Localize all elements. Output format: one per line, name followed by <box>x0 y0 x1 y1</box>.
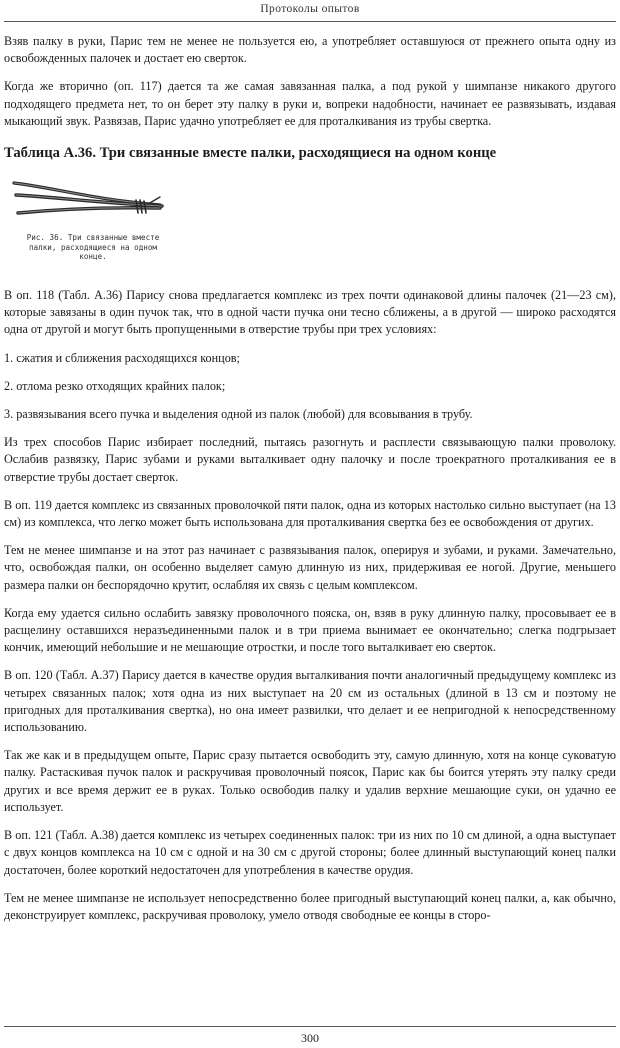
footer-rule <box>4 1026 616 1027</box>
list-item-2: 2. отлома резко отходящих крайних палок; <box>4 378 226 393</box>
paragraph-7: Когда ему удается сильно ослабить завязку проволочного пояска, он, взяв в руку длинную палку, просовывает ее в расщелину оставшихся неразъединенными палок и в три приема вынимает ее окончательно; слегка подгрызает кончик, имеющий небольшие и не мешающие отростки, и после того выталкивает ею сверток. <box>4 605 616 655</box>
running-header: Протоколы опытов <box>260 3 360 15</box>
paragraph-6: Тем не менее шимпанзе и на этот раз начинает с развязывания палок, оперируя и зубами, и руками. Замечательно, что, освобождая палки, он особенно выделяет самую длинную из них, придерживая ее ногой. Другие, меньшего размера палки он беспорядочно крутит, ослабляя их связь с целым комплексом. <box>4 543 616 592</box>
paragraph-1: Взяв палку в руки, Парис тем не менее не пользуется ею, а употребляет оставшуюся от прежнего опыта одну из освобожденных палочек и достает ею сверток. <box>4 34 616 66</box>
paragraph-8: В оп. 120 (Табл. А.37) Парису дается в качестве орудия выталкивания почти аналогичный предыдущему комплекс из четырех связанных палок; хотя одна из них выступает на 20 см из остальных (длиной в 13 см и поэтому не пригодных для проталкивания свертка), но она имеет развилки, что делает и ее непригодной к непосредственному использованию. <box>4 668 616 735</box>
page-number: 300 <box>301 1031 319 1045</box>
list-item-3: 3. развязывания всего пучка и выделения одной из палок (любой) для всовывания в трубу. <box>4 407 473 422</box>
figure-36 <box>4 173 174 269</box>
paragraph-4: Из трех способов Парис избирает последний, пытаясь разогнуть и расплести связывающую палки проволоку. Ослабив развязку, Парис зубами и руками выталкивает одну палочку и после троекратного проталкивания ее в отверстие трубы достает сверток. <box>4 435 616 484</box>
paragraph-10: В оп. 121 (Табл. А.38) дается комплекс из четырех соединенных палок: три из них по 10 см длиной, а одна выступает с двух концов комплекса на 10 см с одной и на 30 см с другой стороны; более длинный выступающий конец палки достаточен, более короткий недостаточен для употребления в качестве орудия. <box>4 828 616 877</box>
paragraph-5: В оп. 119 дается комплекс из связанных проволочкой пяти палок, одна из которых настолько сильно выступает (на 13 см) из комплекса, что легко может быть использована для проталкивания свертка без ее освобождения от других. <box>4 497 616 530</box>
header-rule <box>4 21 616 22</box>
paragraph-11: Тем не менее шимпанзе не использует непосредственно более пригодный выступающий конец палки, а, как обычно, деконструирует комплекс, раскручивая проволоку, умело отводя свободные ее концы в сторо- <box>4 890 616 922</box>
table-title: Таблица А.36. Три связанные вместе палки, расходящиеся на одном конце <box>4 145 497 162</box>
three-sticks-illustration <box>10 173 170 233</box>
figure-caption: Рис. 36. Три связанные вместе палки, расходящиеся на одном конце. <box>26 233 160 262</box>
paragraph-3: В оп. 118 (Табл. А.36) Парису снова предлагается комплекс из трех почти одинаковой длины палочек (21—23 см), которые завязаны в один пучок так, что в одной части пучка они тесно сближены, а в другой — широко расходятся одна от другой и могут быть пропущенными в отверстие трубы при трех условиях: <box>4 288 616 337</box>
page-content <box>4 33 616 935</box>
list-item-1: 1. сжатия и сближения расходящихся концов; <box>4 350 240 365</box>
paragraph-9: Так же как и в предыдущем опыте, Парис сразу пытается освободить эту, самую длинную, хотя на конце суковатую палку. Растаскивая пучок палок и раскручивая проволочный поясок, Парис как бы боится утерять эту палку среди других и все время держит ее в руках. Только освободив палку и удалив верхние мешающие суки, он удачно ее использует. <box>4 748 616 814</box>
paragraph-2: Когда же вторично (оп. 117) дается та же самая завязанная палка, а под рукой у шимпанзе никакого другого подходящего предмета нет, то он берет эту палку в руки и, вопреки надобности, начинает ее развязывать, издавая мыкающий звук. Развязав, Парис удачно употребляет ее для проталкивания из трубы свертка. <box>4 79 616 128</box>
